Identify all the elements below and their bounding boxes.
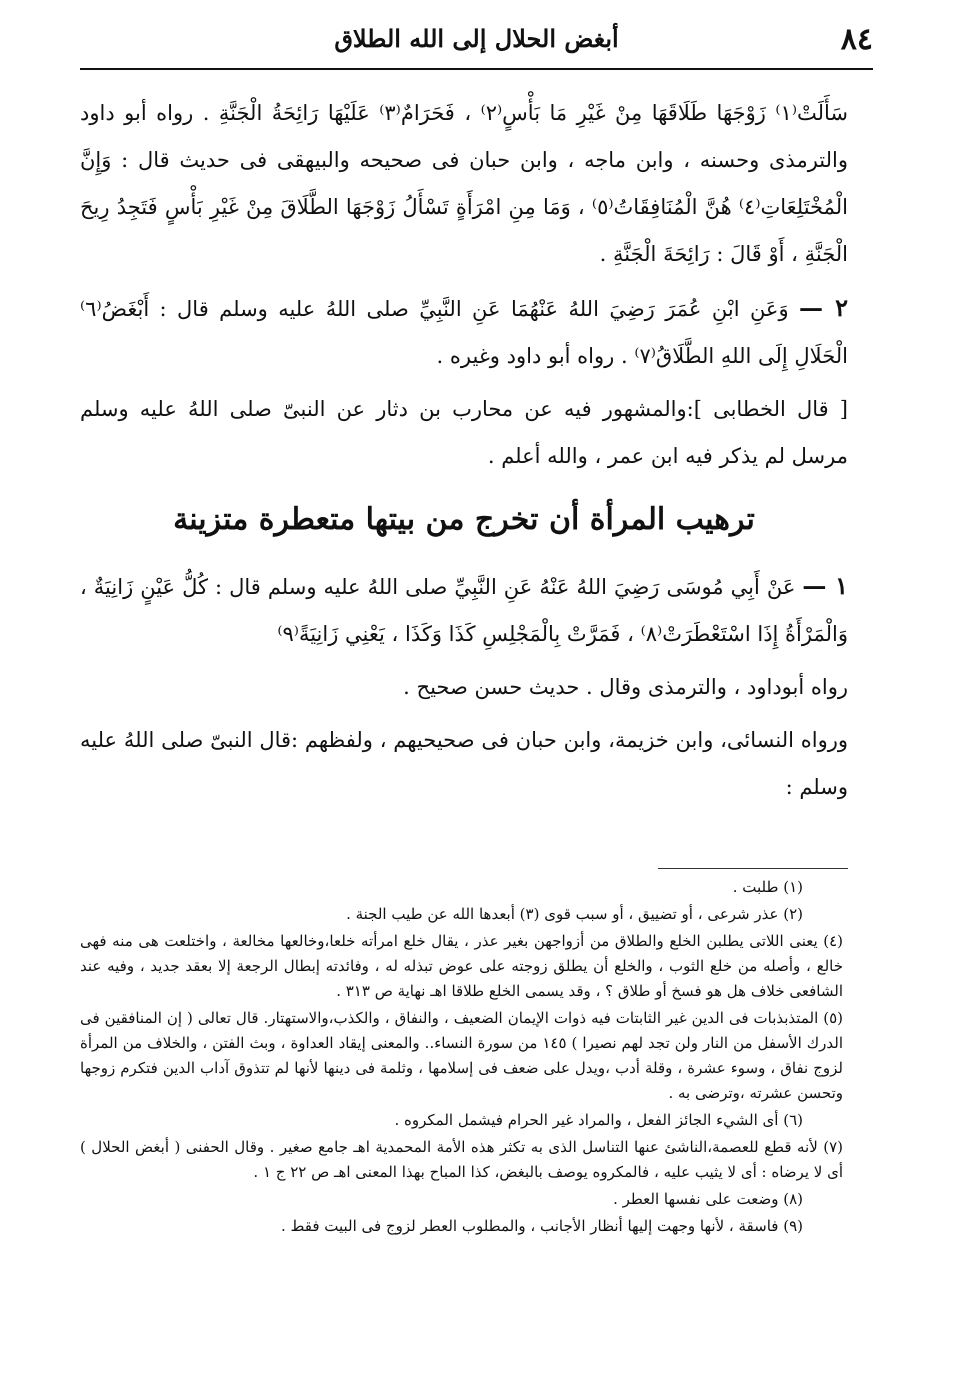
narration-note: رواه أبوداود ، والترمذى وقال . حديث حسن صحيح . bbox=[403, 675, 848, 699]
main-text bbox=[80, 90, 848, 817]
hadith-text: عَنْ أَبِي مُوسَى رَضِيَ اللهُ عَنْهُ عَنِ النَّبِيِّ صلى اللهُ عليه وسلم قال : كُلُّ عَيْنٍ زَانِيَةٌ ، وَالْمَرْأَةُ إِذَا اسْتَعْطَرَتْ⁽٨⁾ ، فَمَرَّتْ بِالْمَجْلِسِ كَذَا وَكَذَا ، يَعْنِي زَانِيَةً⁽٩⁾ bbox=[80, 575, 848, 646]
hadith-1 bbox=[80, 562, 848, 658]
hadith-2 bbox=[80, 284, 848, 380]
hadith-number: ١ — bbox=[802, 571, 848, 600]
hadith-number: ٢ — bbox=[799, 293, 849, 322]
footnote-6: (٦) أى الشيء الجائز الفعل ، والمراد غير الحرام فيشمل المكروه . bbox=[394, 1111, 803, 1129]
running-title: أبغض الحلال إلى الله الطلاق bbox=[334, 24, 619, 53]
footnotes bbox=[80, 875, 843, 1241]
footnote-7: (٧) لأنه قطع للعصمة،الناشئ عنها التناسل الذى به تكثر هذه الأمة المحمدية اهـ جامع صغير . وقال الحفنى ( أبغض الحلال ) أى لا يرضاه : أى لا يثيب عليه ، فالمكروه يوصف بالبغض، كذا المباح بهذا المعنى اهـ ص ٢٢ ج ١ . bbox=[80, 1138, 843, 1181]
hadith-text: وَعَنِ ابْنِ عُمَرَ رَضِيَ اللهُ عَنْهُمَا عَنِ النَّبِيِّ صلى اللهُ عليه وسلم قال : أَبْغَضُ⁽٦⁾ الْحَلَالِ إِلَى اللهِ الطَّلَاقُ⁽٧⁾ . رواه أبو داود وغيره . bbox=[80, 297, 848, 368]
footnote-9: (٩) فاسقة ، لأنها وجهت إليها أنظار الأجانب ، والمطلوب العطر لزوج فى البيت فقط . bbox=[280, 1217, 803, 1235]
footnote-5: (٥) المتذبذبات فى الدين غير الثابتات فيه ذوات الإيمان الضعيف ، والنفاق ، والكذب،والاستهتار. قال تعالى ( إن المنافقين فى الدرك الأسفل من النار ولن تجد لهم نصيرا ) ١٤٥ من سورة النساء.. والمعنى إيقاد العداوة ، وبث الفتن ، والخلاف من المرأة لزوج نفاق ، وسوء عشرة ، وقلة أدب ،ويدل على ضعف فى إسلامها ، وثلمة فى دينها لأنها لم تتذوق آداب الدين فتكرم زوجها وتحسن عشرته ،وترضى به . bbox=[80, 1009, 843, 1102]
footnote-1: (١) طلبت . bbox=[732, 878, 803, 896]
page-header bbox=[80, 18, 873, 70]
footnote-4: (٤) يعنى اللاتى يطلبن الخلع والطلاق من أزواجهن بغير عذر ، يقال خلع امرأته خلعا،وخالعها مخالعة ، واختلعت هى منه فهى خالع ، وأصله من خلع الثوب ، والخلع أن يطلق زوجته على عوض تبذله له ، وفائدته إبطال الرجعة إلا بعقد جديد ، وفيه عند الشافعى خلاف هل هو فسخ أو طلاق ؟ ، وقد يسمى الخلع طلاقا اهـ نهاية ص ٣١٣ . bbox=[80, 932, 843, 1000]
footnote-8: (٨) وضعت على نفسها العطر . bbox=[613, 1190, 803, 1208]
khattabi-note: [ قال الخطابى ]:والمشهور فيه عن محارب بن دثار عن النبىّ صلى اللهُ عليه وسلم مرسل لم يذكر فيه ابن عمر ، والله أعلم . bbox=[80, 397, 848, 468]
page-number: ٨٤ bbox=[840, 22, 873, 57]
narration-note-2: ورواه النسائى، وابن خزيمة، وابن حبان فى صحيحيهم ، ولفظهم :قال النبىّ صلى اللهُ عليه وسلم : bbox=[80, 728, 848, 799]
section-title: ترهيب المرأة أن تخرج من بيتها متعطرة متزينة bbox=[173, 502, 755, 537]
hadith-continuation: سَأَلَتْ⁽١⁾ زَوْجَهَا طَلَاقَهَا مِنْ غَيْرِ مَا بَأْسٍ⁽٢⁾ ، فَحَرَامٌ⁽٣⁾ عَلَيْهَا رَائِحَةُ الْجَنَّةِ . رواه أبو داود والترمذى وحسنه ، وابن ماجه ، وابن حبان فى صحيحه والبيهقى فى حديث قال : وَإِنَّ الْمُخْتَلِعَاتِ⁽٤⁾ هُنَّ الْمُنَافِقَاتُ⁽٥⁾ ، وَمَا مِنِ امْرَأَةٍ تَسْأَلُ زَوْجَهَا الطَّلَاقَ مِنْ غَيْرِ بَأْسٍ فَتَجِدُ رِيحَ الْجَنَّةِ ، أَوْ قَالَ : رَائِحَةَ الْجَنَّةِ . bbox=[80, 101, 848, 266]
footnote-divider bbox=[658, 868, 848, 869]
footnote-2-3: (٢) عذر شرعى ، أو تضييق ، أو سبب قوى (٣) أبعدها الله عن طيب الجنة . bbox=[346, 905, 803, 923]
